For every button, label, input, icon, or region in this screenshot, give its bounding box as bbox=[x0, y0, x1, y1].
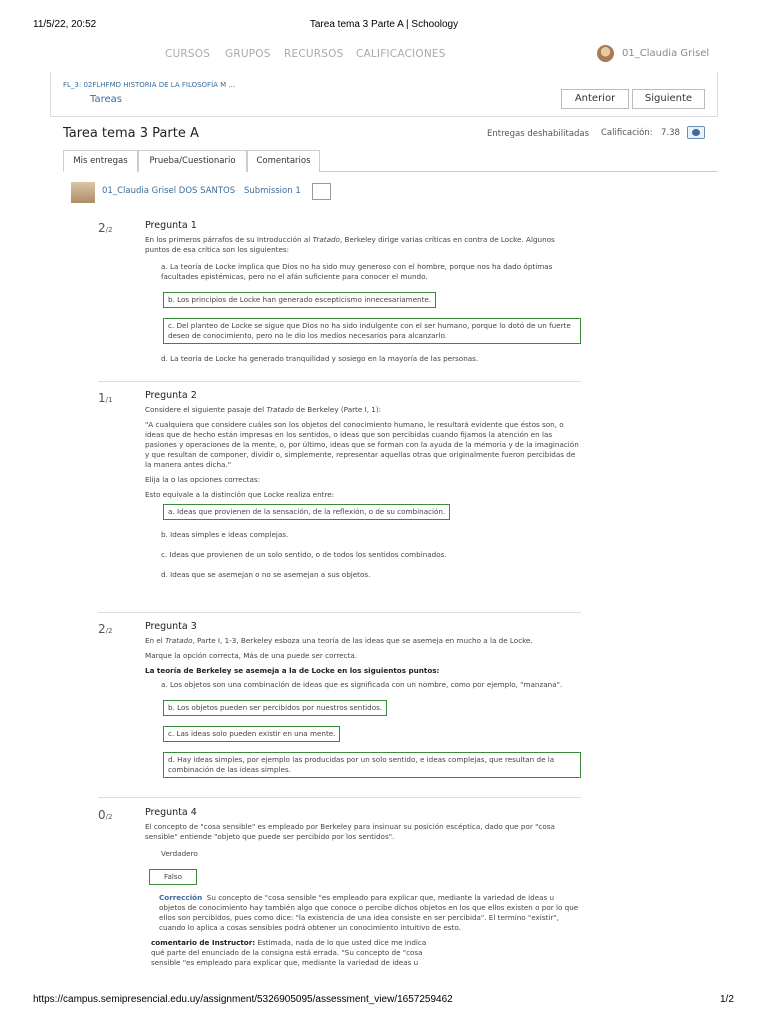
eye-icon bbox=[692, 129, 700, 136]
correction-text: Su concepto de "cosa sensible "es empleado para explicar que, mediante la variedad de ideas u objetos de conocimiento hay también algo que conoce o percibe dichos objetos en los que ellos existen o por lo que ellos son percibidos, pues como dice: "la existencia de una idea consiste en ser percibida". El termino "existir", cuando lo aplica a cosas sensibles podrá obtener un conocimiento intuitivo de esto. bbox=[159, 893, 579, 932]
comment-label: comentario de Instructor: bbox=[151, 938, 256, 947]
prev-button[interactable]: Anterior bbox=[561, 89, 629, 109]
question-prompt: Considere el siguiente pasaje del Tratado de Berkeley (Parte I, 1): bbox=[145, 405, 382, 414]
question-instruction: Elija la o las opciones correctas: bbox=[145, 475, 261, 484]
user-avatar[interactable] bbox=[597, 45, 614, 62]
option-b-selected: b. Los objetos pueden ser percibidos por nuestros sentidos. bbox=[163, 700, 387, 716]
course-breadcrumb[interactable]: FL_3: 02FLHFMD HISTORIA DE LA FILOSOFÍA M ... bbox=[63, 81, 236, 89]
question-divider bbox=[98, 797, 581, 798]
print-url: https://campus.semipresencial.edu.uy/assignment/5326905095/assessment_view/1657259462 bbox=[33, 994, 453, 1005]
nav-cursos[interactable]: CURSOS bbox=[165, 48, 211, 60]
submission-label[interactable]: Submission 1 bbox=[244, 186, 301, 196]
grade-value: 7.38 bbox=[661, 128, 680, 138]
question-prompt: En los primeros párrafos de su Introducción al Tratado, Berkeley dirige varias críticas en contra de Locke. Algunos puntos de esa crítica son los siguientes: bbox=[145, 235, 555, 254]
print-page: 1/2 bbox=[720, 994, 734, 1005]
print-datetime: 11/5/22, 20:52 bbox=[33, 19, 97, 30]
nav-recursos[interactable]: RECURSOS bbox=[284, 48, 344, 60]
question-score: 2/2 bbox=[98, 221, 113, 235]
tab-prueba[interactable]: Prueba/Cuestionario bbox=[138, 150, 247, 172]
question-instruction: Marque la opción correcta, Más de una puede ser correcta. bbox=[145, 651, 358, 660]
question-title: Pregunta 4 bbox=[145, 807, 197, 818]
question-score: 2/2 bbox=[98, 622, 113, 636]
question-prompt: El concepto de "cosa sensible" es empleado por Berkeley para insinuar su posición escéptica, dado que por "cosa sensible" entiende "objeto que puede ser percibido por los sentidos". bbox=[145, 822, 555, 841]
user-name[interactable]: 01_Claudia Grisel bbox=[622, 48, 710, 59]
nav-calificaciones[interactable]: CALIFICACIONES bbox=[356, 48, 446, 60]
option-d: d. Ideas que se asemejan o no se asemejan a sus objetos. bbox=[161, 570, 371, 579]
student-avatar bbox=[71, 182, 95, 203]
question-title: Pregunta 3 bbox=[145, 621, 197, 632]
tab-comentarios[interactable]: Comentarios bbox=[247, 150, 320, 172]
grade-label: Calificación: bbox=[601, 128, 653, 138]
section-link[interactable]: Tareas bbox=[90, 94, 122, 105]
tab-mis-entregas[interactable]: Mis entregas bbox=[63, 150, 138, 172]
question-quote: "A cualquiera que considere cuáles son los objetos del conocimiento humano, le resultará evidente que éstos son, o ideas que de hecho están impresas en los sentidos, o ideas que son percibidas cuando fijamos la atención en las pasiones y operaciones de la mente, o, por último, ideas que se forman con la ayuda de la memoria y de la imaginación y que resultan de componer, dividir o, simplemente, representar aquellas otras que originalmente fueron percibidas de la manera antes dicha." bbox=[145, 420, 579, 469]
grade-details-button[interactable] bbox=[687, 126, 705, 139]
question-instruction: Esto equivale a la distinción que Locke realiza entre: bbox=[145, 490, 335, 499]
option-c: c. Ideas que provienen de un solo sentido, o de todos los sentidos combinados. bbox=[161, 550, 447, 559]
question-score: 1/1 bbox=[98, 391, 113, 405]
option-b: b. Ideas simples e ideas complejas. bbox=[161, 530, 289, 539]
option-d: d. La teoría de Locke ha generado tranquilidad y sosiego en la mayoría de las personas. bbox=[161, 354, 479, 363]
option-c-selected: c. Las ideas solo pueden existir en una mente. bbox=[163, 726, 340, 742]
comment-text: Estimada, nada de lo que usted dice me indica qué parte del enunciado de la consigna está errada. "Su concepto de "cosa sensible "es empleado para explicar que, mediante la variedad de ideas u bbox=[151, 938, 427, 967]
question-prompt: En el Tratado, Parte I, 1-3, Berkeley esboza una teoría de las ideas que se asemeja en mucho a la de Locke. bbox=[145, 636, 533, 645]
assignment-title: Tarea tema 3 Parte A bbox=[63, 126, 199, 141]
print-title: Tarea tema 3 Parte A | Schoology bbox=[309, 19, 459, 30]
option-a: a. Los objetos son una combinación de ideas que es significada con un nombre, como por ejemplo, "manzana". bbox=[161, 680, 563, 689]
question-title: Pregunta 2 bbox=[145, 390, 197, 401]
correction-label: Corrección bbox=[159, 893, 203, 902]
submissions-status: Entregas deshabilitadas bbox=[487, 129, 590, 139]
option-falso-selected: Falso bbox=[149, 869, 197, 885]
submission-select[interactable] bbox=[312, 183, 331, 200]
question-divider bbox=[98, 612, 581, 613]
option-c-selected: c. Del planteo de Locke se sigue que Dios no ha sido indulgente con el ser humano, porque lo dotó de un fuerte deseo de conocimiento, pero no le dio los medios necesarios para alcanzarlo. bbox=[163, 318, 581, 344]
option-a-selected: a. Ideas que provienen de la sensación, de la reflexión, o de su combinación. bbox=[163, 504, 450, 520]
student-name[interactable]: 01_Claudia Grisel DOS SANTOS bbox=[102, 186, 236, 196]
question-instruction: La teoría de Berkeley se asemeja a la de Locke en los siguientos puntos: bbox=[145, 666, 440, 675]
option-b-selected: b. Los principios de Locke han generado escepticismo innecesariamente. bbox=[163, 292, 436, 308]
nav-grupos[interactable]: GRUPOS bbox=[225, 48, 271, 60]
question-score: 0/2 bbox=[98, 808, 113, 822]
question-divider bbox=[98, 381, 581, 382]
option-d-selected: d. Hay ideas simples, por ejemplo las producidas por un solo sentido, e ideas complejas, que resultan de la combinación de las ideas simples. bbox=[163, 752, 581, 778]
option-a: a. La teoría de Locke implica que Dios no ha sido muy generoso con el hombre, porque nos ha dado óptimas facultades epistémicas, pero no el afán suficiente para conocer el mundo. bbox=[161, 262, 553, 281]
question-title: Pregunta 1 bbox=[145, 220, 197, 231]
option-verdadero: Verdadero bbox=[161, 849, 198, 858]
next-button[interactable]: Siguiente bbox=[632, 89, 705, 109]
